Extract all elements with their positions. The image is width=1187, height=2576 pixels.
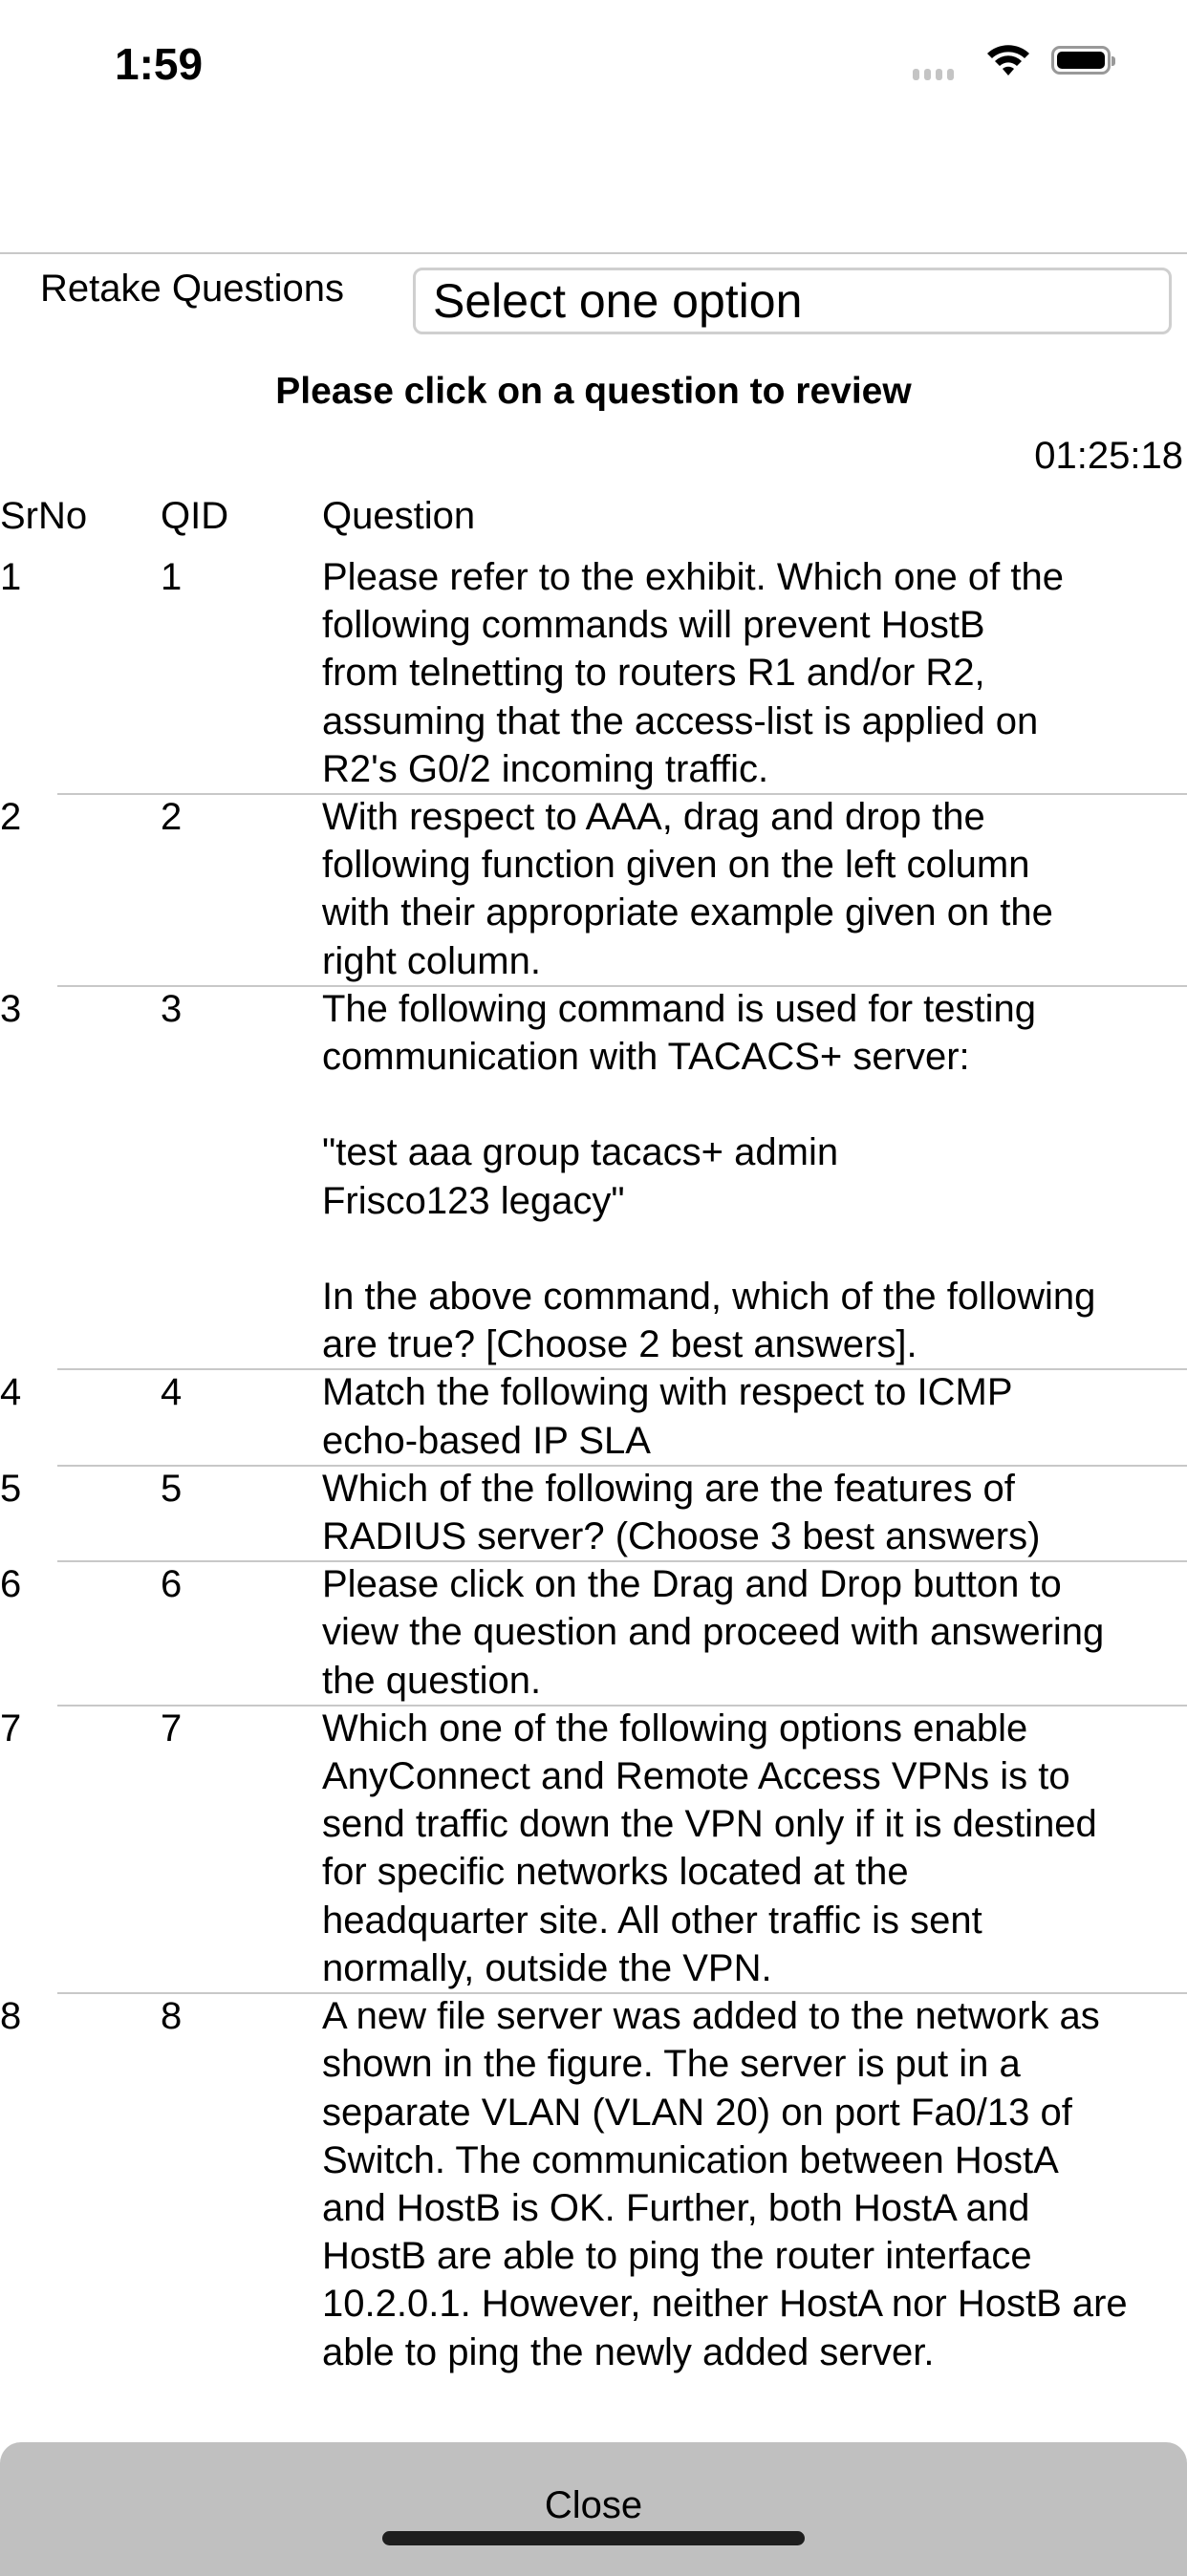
column-header-srno: SrNo — [0, 495, 88, 537]
question-row[interactable] — [0, 1465, 1187, 1560]
row-srno: 5 — [0, 1467, 22, 1510]
row-question-text: Please refer to the exhibit. Which one of the following commands will prevent HostB from telnetting to routers R1 and/or R2, assuming that the access-list is applied on R2's G0/2 incoming traffic. — [322, 556, 1064, 790]
question-row[interactable] — [0, 1992, 1187, 2376]
header-divider — [0, 252, 1187, 254]
row-qid: 7 — [161, 1707, 183, 1750]
battery-icon — [1051, 46, 1111, 75]
row-qid: 1 — [161, 556, 183, 598]
review-instruction: Please click on a question to review — [275, 371, 912, 412]
row-question-text: With respect to AAA, drag and drop the following function given on the left column with their appropriate example given on the right column. — [322, 796, 1053, 982]
question-row[interactable] — [0, 1368, 1187, 1464]
row-question-text: A new file server was added to the network as shown in the figure. The server is put in a separate VLAN (VLAN 20) on port Fa0/13 of Switch. The communication between HostA and HostB is OK. Further, both HostA and HostB are able to ping the router interface 10.2.0.1. However, neither HostA nor HostB are able to ping the newly added server. — [322, 1995, 1128, 2373]
row-question-text: The following command is used for testing communication with TACACS+ server: "test aaa group tacacs+ admin Frisco123 legacy" In the above command, which of the following are true? [Choose 2 best answers]. — [322, 987, 1096, 1366]
row-srno: 6 — [0, 1563, 22, 1606]
row-srno: 4 — [0, 1371, 22, 1414]
row-qid: 8 — [161, 1995, 183, 2038]
row-qid: 6 — [161, 1563, 183, 1606]
question-list — [0, 553, 1187, 2376]
row-srno: 3 — [0, 987, 22, 1030]
row-question-text: Please click on the Drag and Drop button to view the question and proceed with answering the question. — [322, 1563, 1105, 1702]
row-qid: 2 — [161, 796, 183, 839]
row-qid: 3 — [161, 987, 183, 1030]
retake-questions-label: Retake Questions — [40, 268, 344, 310]
question-row[interactable] — [0, 793, 1187, 985]
cellular-signal-icon — [913, 69, 954, 80]
close-button[interactable] — [0, 2442, 1187, 2576]
retake-option-select[interactable]: Select one option — [413, 268, 1172, 334]
column-header-question: Question — [322, 495, 476, 537]
row-srno: 7 — [0, 1707, 22, 1750]
row-srno: 1 — [0, 556, 22, 598]
row-question-text: Which of the following are the features of RADIUS server? (Choose 3 best answers) — [322, 1467, 1041, 1558]
close-button-label: Close — [544, 2484, 643, 2526]
status-time: 1:59 — [115, 39, 204, 89]
row-question-text: Match the following with respect to ICMP echo-based IP SLA — [322, 1371, 1013, 1462]
question-row[interactable] — [0, 1560, 1187, 1705]
row-srno: 8 — [0, 1995, 22, 2038]
elapsed-timer: 01:25:18 — [1034, 435, 1183, 477]
row-srno: 2 — [0, 796, 22, 839]
row-question-text: Which one of the following options enable AnyConnect and Remote Access VPNs is to send traffic down the VPN only if it is destined for specific networks located at the headquarter site. All other traffic is sent normally, outside the VPN. — [322, 1707, 1097, 1989]
question-row[interactable] — [0, 553, 1187, 793]
row-qid: 5 — [161, 1467, 183, 1510]
wifi-icon — [984, 42, 1032, 78]
row-qid: 4 — [161, 1371, 183, 1414]
question-row[interactable] — [0, 985, 1187, 1369]
column-header-qid: QID — [161, 495, 229, 537]
question-row[interactable] — [0, 1705, 1187, 1992]
home-indicator — [382, 2531, 805, 2545]
